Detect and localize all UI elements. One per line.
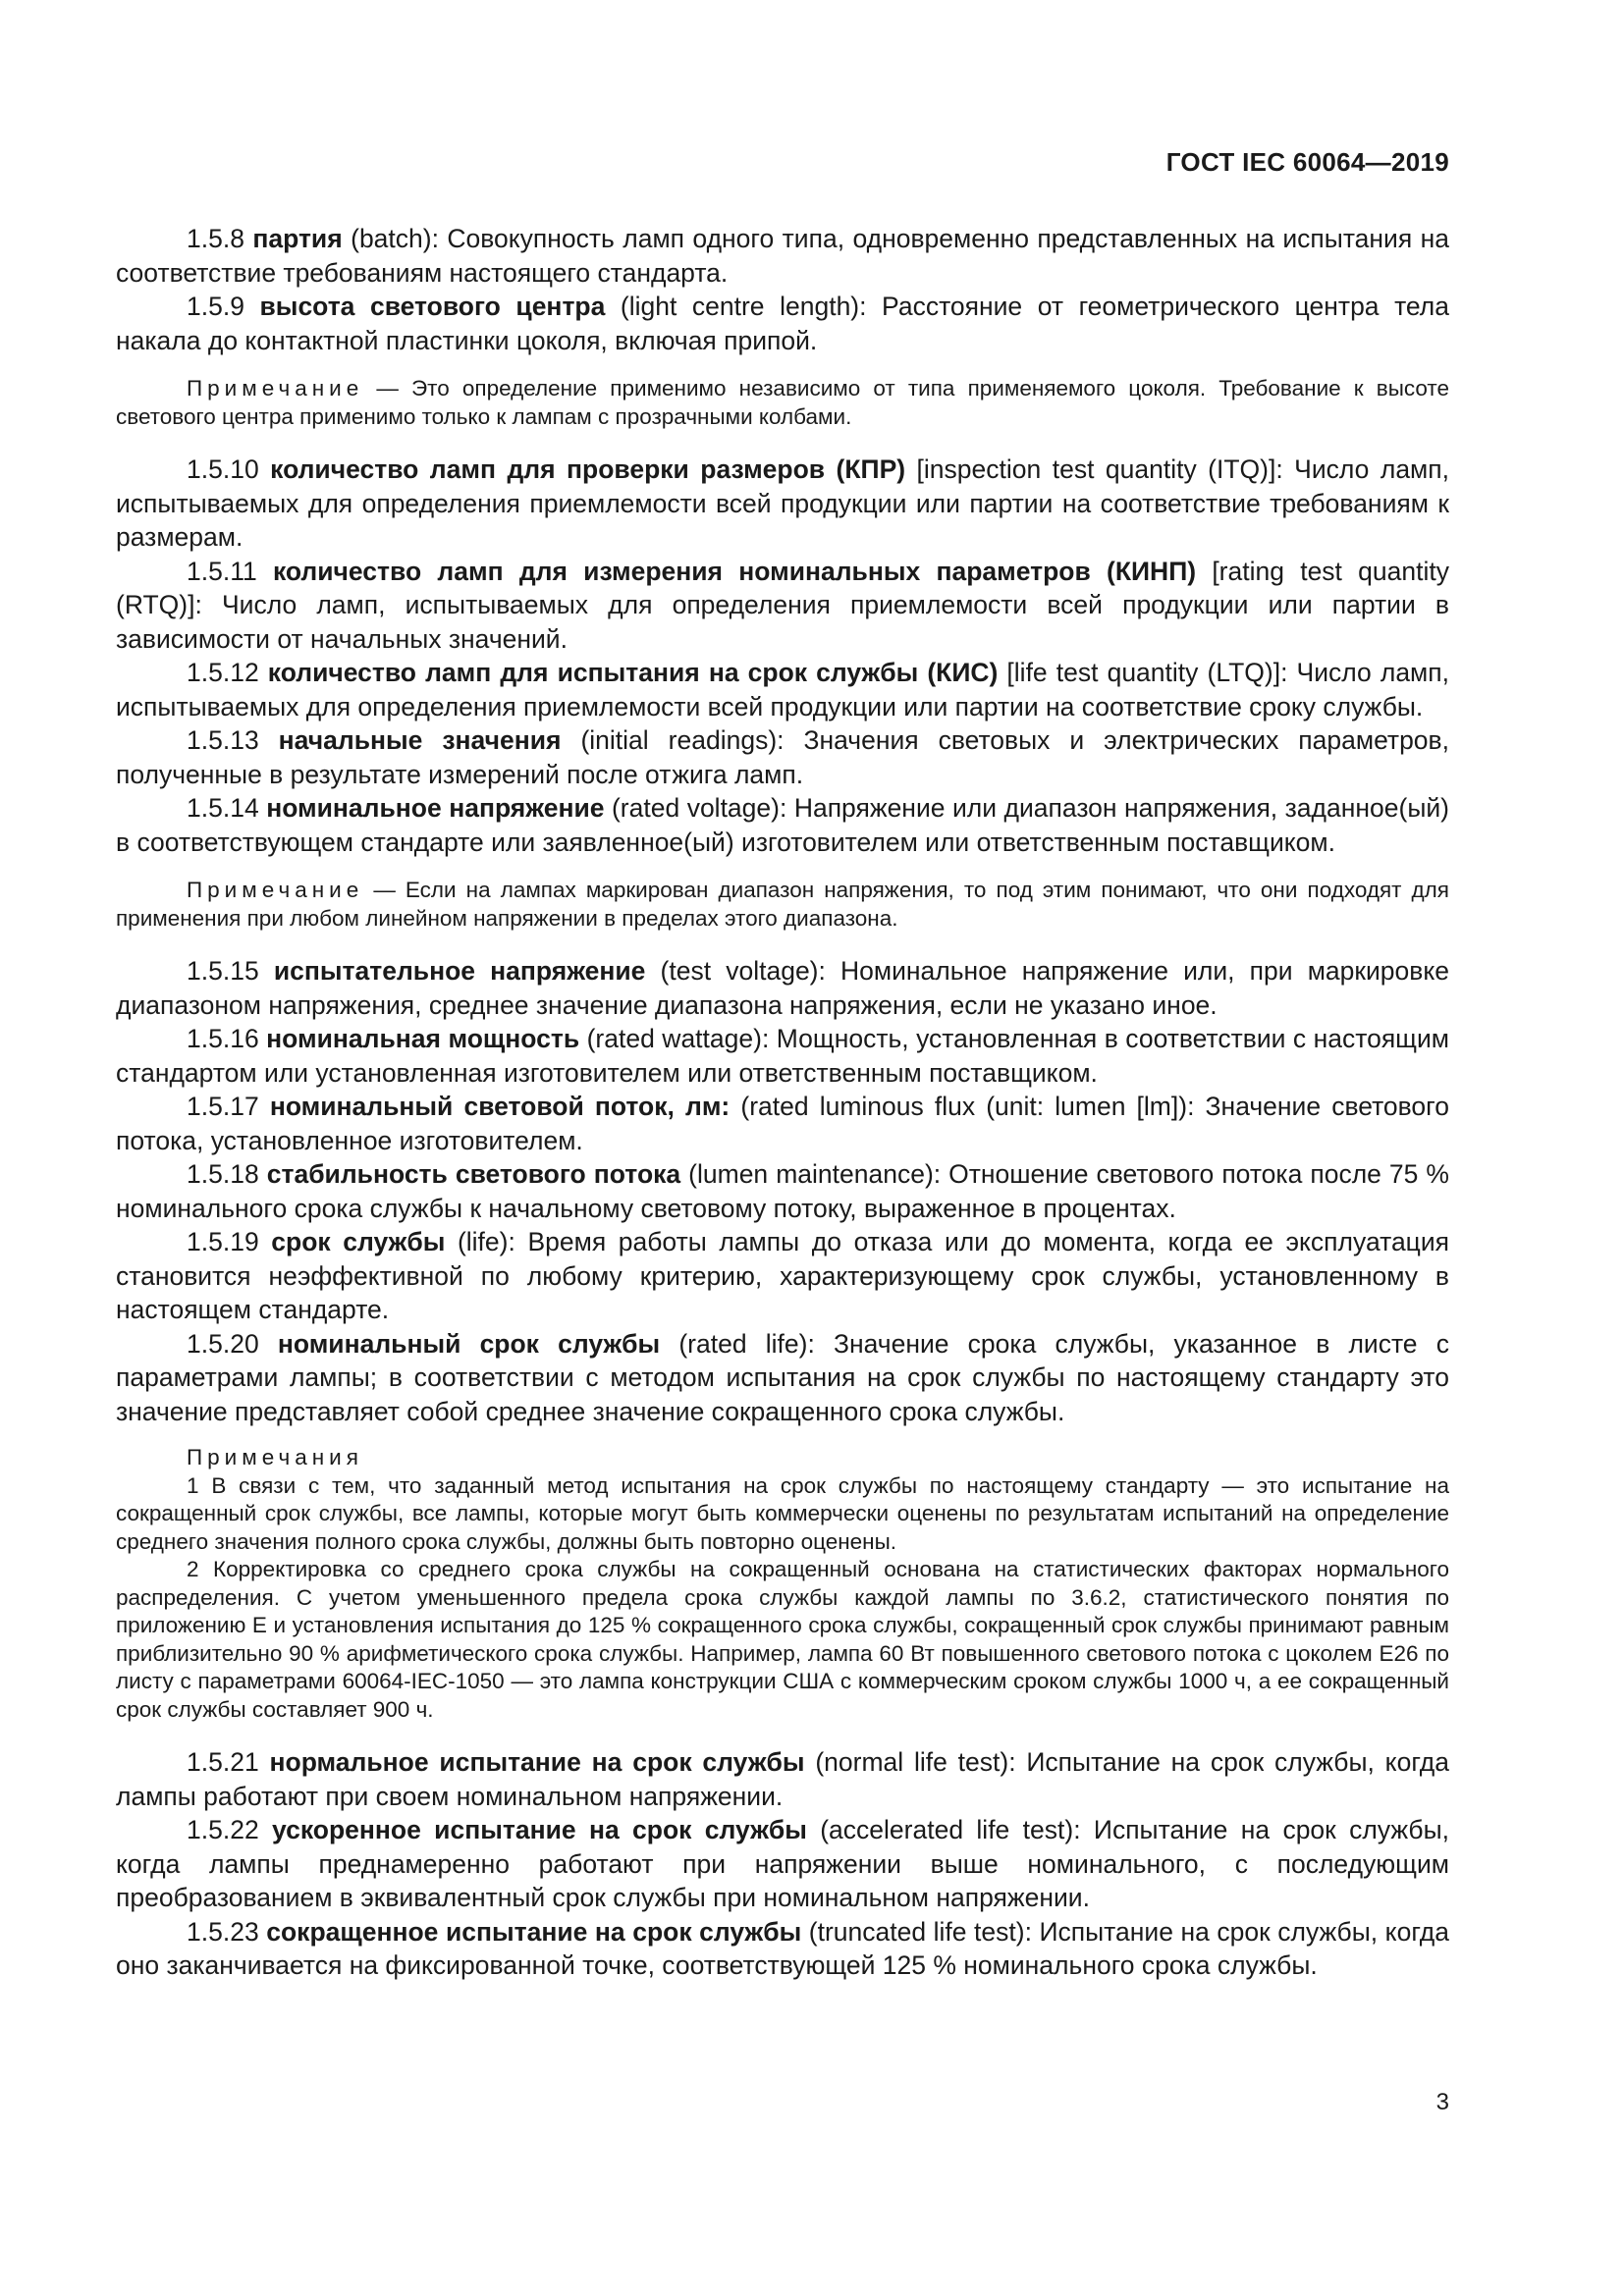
term: стабильность светового потока [266, 1159, 681, 1189]
clause-number: 1.5.13 [187, 725, 259, 755]
definition-text: (test voltage): Номинальное напряжение или, при маркировке диапазоном напряжения, среднее значение диапазона напряжения, если не указано иное. [116, 956, 1449, 1020]
definition-text: [life test quantity (LTQ)]: Число ламп, испытываемых для определения приемлемости всей продукции или партии на соответствие сроку службы. [116, 658, 1449, 721]
term: партия [252, 224, 343, 253]
clause-number: 1.5.15 [187, 956, 259, 986]
definition-text: (normal life test): Испытание на срок службы, когда лампы работают при своем номинальном напряжении. [116, 1747, 1449, 1811]
page-number: 3 [1435, 2089, 1449, 2115]
notes-rated-life [116, 1444, 1449, 1724]
definition-1-5-15 [116, 954, 1449, 1022]
definition-1-5-19 [116, 1225, 1449, 1327]
definition-1-5-16 [116, 1022, 1449, 1090]
definition-1-5-18 [116, 1157, 1449, 1225]
clause-number: 1.5.14 [187, 793, 259, 823]
clause-number: 1.5.21 [187, 1747, 259, 1777]
definition-1-5-11 [116, 555, 1449, 657]
clause-number: 1.5.16 [187, 1024, 259, 1053]
note-item-1: 1 В связи с тем, что заданный метод испытания на срок службы по настоящему стандарту — это испытание на сокращенный срок службы, все лампы, которые могут быть коммерчески оценены по результатам испытаний на определение среднего значения полного срока службы, должны быть повторно оценены. [116, 1472, 1449, 1554]
term: сокращенное испытание на срок службы [266, 1916, 802, 1947]
term: номинальное напряжение [266, 793, 605, 823]
term: ускоренное испытание на срок службы [272, 1815, 807, 1844]
definition-1-5-22 [116, 1813, 1449, 1915]
term: высота светового центра [259, 292, 606, 321]
notes-heading: Примечания [187, 1445, 363, 1469]
definition-text: (initial readings): Значения световых и электрических параметров, полученные в результате измерений после отжига ламп. [116, 725, 1449, 789]
clause-number: 1.5.8 [187, 224, 244, 253]
definition-1-5-8 [116, 222, 1449, 290]
definition-text: (light centre length): Расстояние от геометрического центра тела накала до контактной пластинки цоколя, включая припой. [116, 292, 1449, 355]
term: испытательное напряжение [273, 956, 646, 986]
definition-text: (rated luminous flux (unit: lumen [lm]): Значение светового потока, установленное изготовителем. [116, 1092, 1449, 1155]
clause-number: 1.5.10 [187, 454, 259, 484]
definition-1-5-23 [116, 1915, 1449, 1983]
note-label: Примечание [187, 376, 364, 400]
clause-number: 1.5.18 [187, 1159, 259, 1189]
clause-number: 1.5.9 [187, 292, 244, 321]
clause-number: 1.5.20 [187, 1328, 259, 1359]
definition-1-5-21 [116, 1745, 1449, 1813]
definition-text: (life): Время работы лампы до отказа или до момента, когда ее эксплуатация становится неэффективной по любому критерию, характеризующему срок службы, установленному в настоящем стандарте. [116, 1227, 1450, 1324]
document-page [116, 0, 1449, 2296]
term: нормальное испытание на срок службы [269, 1747, 805, 1777]
definition-text: (batch): Совокупность ламп одного типа, одновременно представленных на испытания на соответствие требованиям настоящего стандарта. [116, 224, 1449, 288]
document-body [116, 222, 1449, 1983]
term: номинальный световой поток, лм: [269, 1092, 731, 1121]
note-label: Примечание [187, 878, 364, 902]
definition-1-5-10 [116, 453, 1449, 555]
clause-number: 1.5.19 [187, 1227, 259, 1256]
clause-number: 1.5.11 [187, 556, 257, 586]
definition-text: [rating test quantity (RTQ)]: Число ламп, испытываемых для определения приемлемости всей продукции или партии в зависимости от начальных значений. [116, 556, 1449, 654]
term: номинальная мощность [266, 1024, 580, 1053]
note-text: — Если на лампах маркирован диапазон напряжения, то под этим понимают, что они подходят для применения при любом линейном напряжении в пределах этого диапазона. [116, 878, 1449, 931]
definition-text: (truncated life test): Испытание на срок службы, когда оно заканчивается на фиксированной точке, соответствующей 125 % номинального срока службы. [116, 1916, 1449, 1980]
term: количество ламп для испытания на срок службы (КИС) [267, 658, 999, 687]
definition-1-5-17 [116, 1090, 1449, 1157]
document-header-id: ГОСТ IEC 60064—2019 [1165, 147, 1449, 177]
definition-text: (rated life): Значение срока службы, указанное в листе с параметрами лампы; в соответствии с методом испытания на срок службы по настоящему стандарту это значение представляет собой среднее значение сокращенного срока службы. [116, 1328, 1449, 1426]
note-rated-voltage [116, 877, 1449, 933]
clause-number: 1.5.22 [187, 1815, 259, 1844]
definition-text: (lumen maintenance): Отношение светового потока после 75 % номинального срока службы к начальному световому потоку, выраженное в процентах. [116, 1159, 1449, 1223]
definition-text: [inspection test quantity (ITQ)]: Число ламп, испытываемых для определения приемлемости всей продукции или партии на соответствие требованиям к размерам. [116, 454, 1449, 552]
note-light-centre [116, 375, 1449, 431]
definition-1-5-20 [116, 1327, 1449, 1429]
note-item-2: 2 Корректировка со среднего срока службы на сокращенный основана на статистических факторах нормального распределения. С учетом уменьшенного предела срока службы каждой лампы по 3.6.2, статистического понятия по приложению Е и установления испытания до 125 % сокращенного срока службы, сокращенный срок службы принимают равным приблизительно 90 % арифметического срока службы. Например, лампа 60 Вт повышенного светового потока с цоколем Е26 по листу с параметрами 60064-IEC-1050 — это лампа конструкции США с коммерческим сроком службы 1000 ч, а ее сокращенный срок службы составляет 900 ч. [116, 1557, 1449, 1722]
note-text: — Это определение применимо независимо от типа применяемого цоколя. Требование к высоте светового центра применимо только к лампам с прозрачными колбами. [116, 376, 1449, 429]
clause-number: 1.5.12 [187, 658, 259, 687]
term: начальные значения [278, 725, 562, 755]
term: срок службы [271, 1227, 446, 1256]
definition-1-5-9 [116, 290, 1449, 357]
definition-1-5-12 [116, 656, 1449, 723]
term: количество ламп для измерения номинальных параметров (КИНП) [272, 556, 1197, 586]
definition-text: (accelerated life test): Испытание на срок службы, когда лампы преднамеренно работают при напряжении выше номинального, с последующим преобразованием в эквивалентный срок службы при номинальном напряжении. [116, 1815, 1449, 1912]
clause-number: 1.5.23 [187, 1916, 259, 1947]
term: номинальный срок службы [277, 1328, 661, 1359]
term: количество ламп для проверки размеров (КПР) [270, 454, 906, 484]
definition-1-5-14 [116, 791, 1449, 859]
definition-text: (rated voltage): Напряжение или диапазон напряжения, заданное(ый) в соответствующем стандарте или заявленное(ый) изготовителем или ответственным поставщиком. [116, 793, 1449, 857]
clause-number: 1.5.17 [187, 1092, 259, 1121]
definition-text: (rated wattage): Мощность, установленная в соответствии с настоящим стандартом или установленная изготовителем или ответственным поставщиком. [116, 1024, 1450, 1088]
definition-1-5-13 [116, 723, 1449, 791]
